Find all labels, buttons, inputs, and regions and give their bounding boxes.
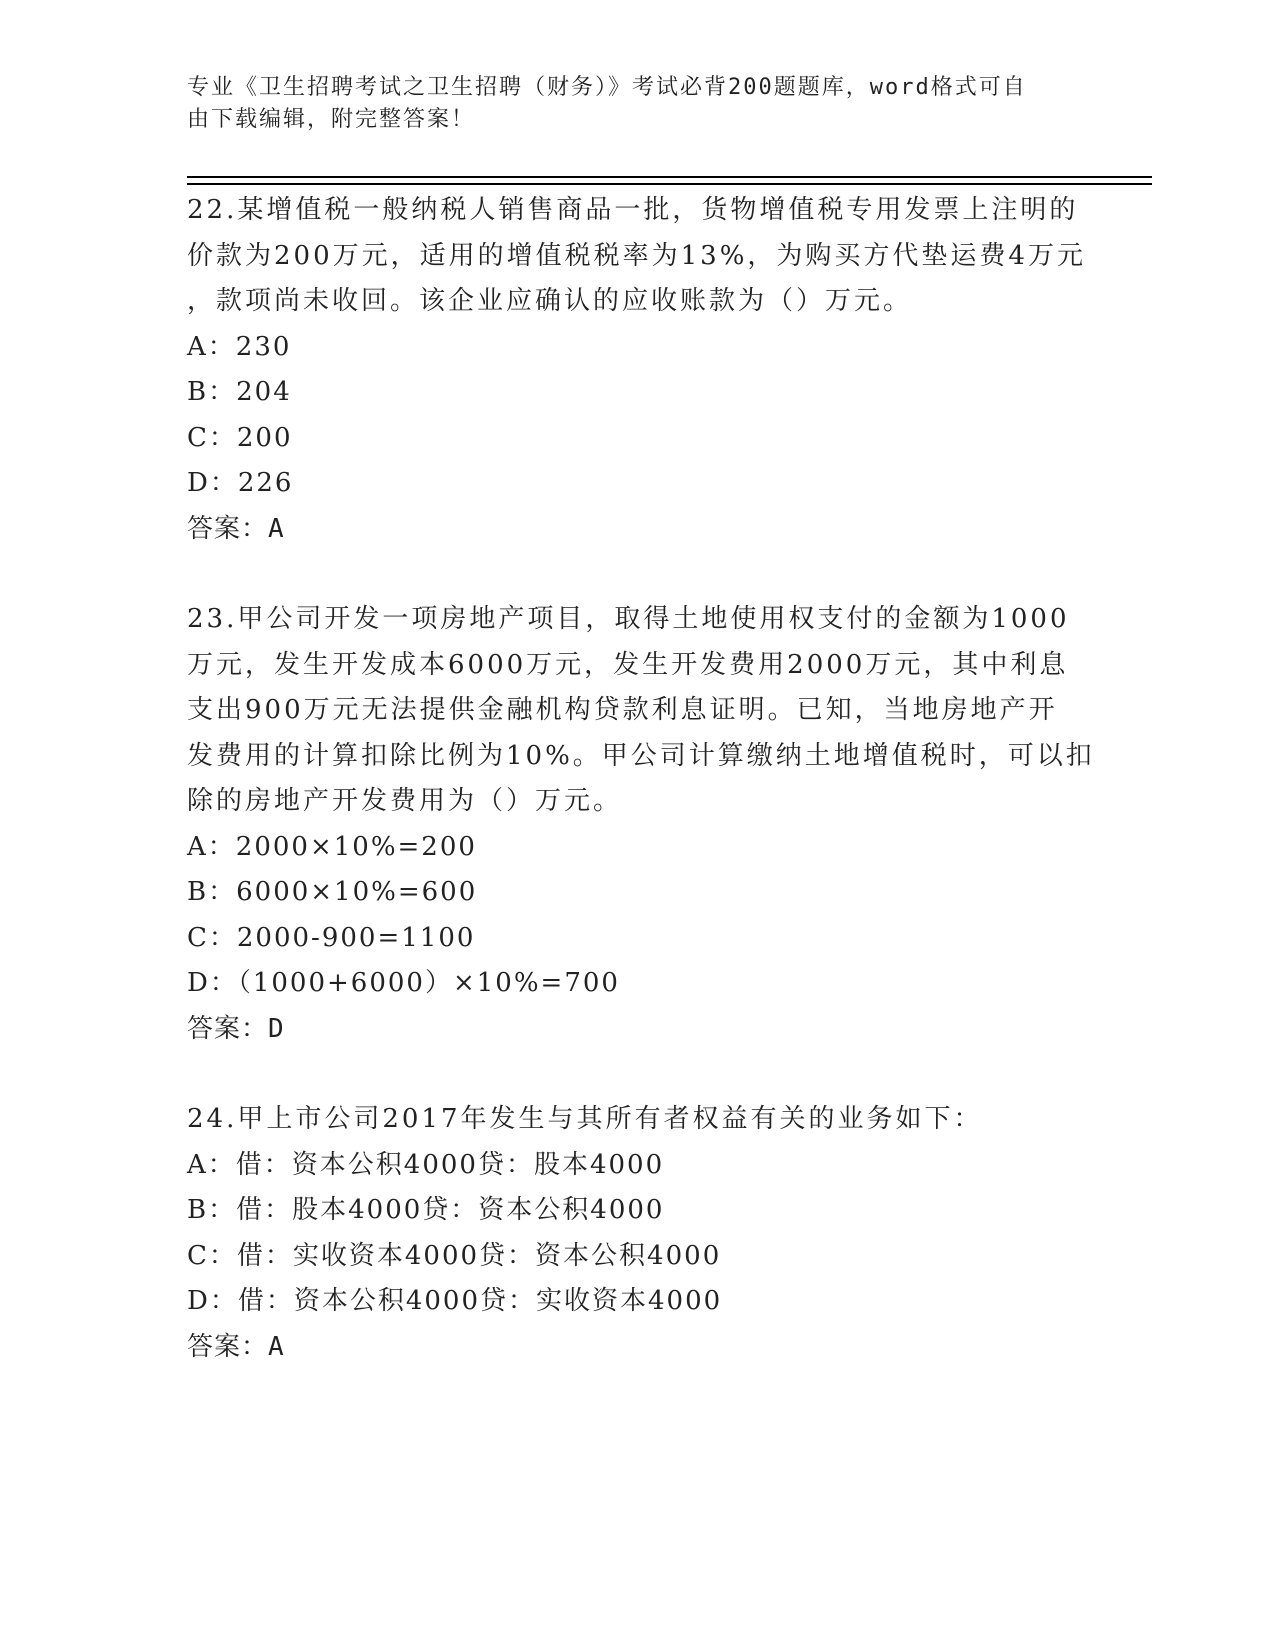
header-divider-top: [187, 176, 1152, 178]
header-intro-line-1: 专业《卫生招聘考试之卫生招聘（财务）》考试必背200题题库，word格式可自: [187, 75, 1027, 100]
header-intro-line-2: 由下载编辑，附完整答案！: [187, 107, 476, 132]
question-stem-line: 除的房地产开发费用为（）万元。: [187, 786, 623, 816]
option-a: A：2000×10%=200: [187, 831, 477, 862]
answer-label: 答案：A: [187, 1331, 285, 1362]
option-c: C：借：实收资本4000贷：资本公积4000: [187, 1240, 722, 1271]
option-a: A：230: [187, 331, 292, 362]
option-b: B：204: [187, 377, 292, 407]
option-b: B：6000×10%=600: [187, 877, 478, 907]
option-d: D：226: [187, 468, 294, 498]
answer-label: 答案：D: [187, 1013, 285, 1044]
question-stem-line: 23.甲公司开发一项房地产项目，取得土地使用权支付的金额为1000: [187, 604, 1070, 634]
question-stem-line: 24.甲上市公司2017年发生与其所有者权益有关的业务如下：: [187, 1104, 983, 1134]
document-header: [187, 72, 1067, 136]
option-c: C：200: [187, 422, 293, 453]
question-22: [187, 188, 1087, 552]
header-divider-bottom: [187, 183, 1152, 185]
question-stem-line: 支出900万元无法提供金融机构贷款利息证明。已知，当地房地产开: [187, 695, 1058, 725]
option-d: D：借：资本公积4000贷：实收资本4000: [187, 1286, 723, 1316]
question-stem-line: 价款为200万元，适用的增值税税率为13%，为购买方代垫运费4万元: [187, 240, 1086, 271]
question-23: [187, 597, 1095, 1052]
question-stem-line: ，款项尚未收回。该企业应确认的应收账款为（）万元。: [187, 286, 913, 316]
question-list: [187, 188, 1095, 1370]
option-c: C：2000-900=1100: [187, 922, 476, 953]
option-a: A：借：资本公积4000贷：股本4000: [187, 1149, 665, 1180]
question-24: [187, 1097, 1087, 1370]
question-stem-line: 发费用的计算扣除比例为10%。甲公司计算缴纳土地增值税时，可以扣: [187, 740, 1095, 771]
question-stem-line: 22.某增值税一般纳税人销售商品一批，货物增值税专用发票上注明的: [187, 195, 1079, 225]
option-b: B：借：股本4000贷：资本公积4000: [187, 1195, 665, 1225]
option-d: D：（1000+6000）×10%=700: [187, 968, 620, 998]
answer-label: 答案：A: [187, 513, 285, 544]
question-stem-line: 万元，发生开发成本6000万元，发生开发费用2000万元，其中利息: [187, 649, 1069, 680]
